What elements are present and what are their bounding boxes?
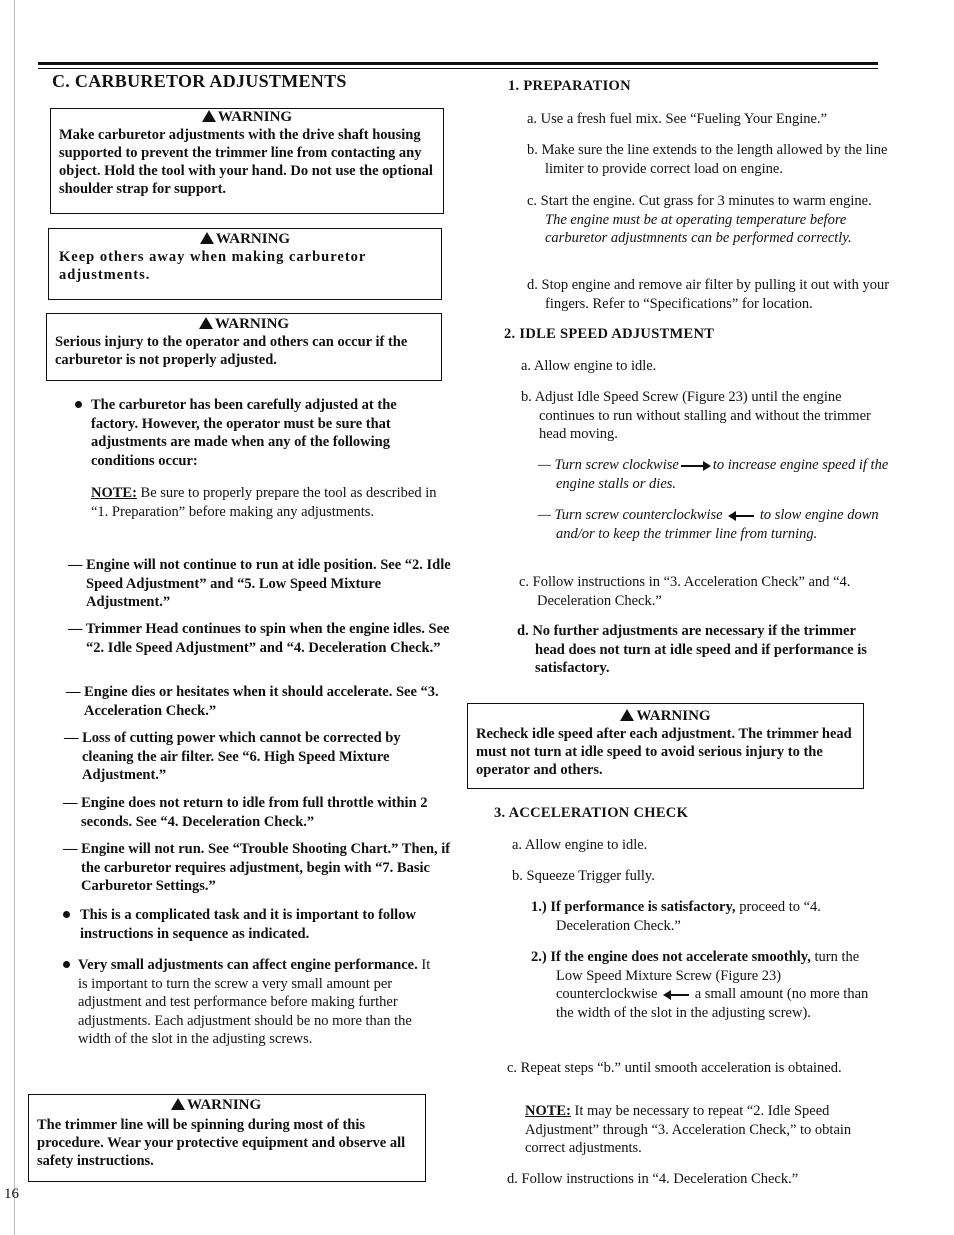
preparation-title: 1. PREPARATION xyxy=(508,78,631,94)
idle-speed-title: 2. IDLE SPEED ADJUSTMENT xyxy=(504,326,715,342)
warning-triangle-icon xyxy=(202,110,216,122)
condition-item: — Loss of cutting power which cannot be corrected by cleaning the air filter. See “6. High Speed Mixture Adjustment.” xyxy=(64,730,401,783)
condition-item: — Engine dies or hesitates when it should accelerate. See “3. Acceleration Check.” xyxy=(66,684,439,719)
counterclockwise-arrow-icon xyxy=(661,990,691,1000)
idle-counterclockwise: — Turn screw counterclockwise to slow engine down and/or to keep the trimmer line from turning. xyxy=(538,507,879,542)
warning-text: Keep others away when making carburetor adjustments. xyxy=(59,249,367,283)
top-rule xyxy=(38,62,878,65)
page-edge-line xyxy=(14,0,15,1235)
accel-subitem: 1.) If performance is satisfactory, proceed to “4. Deceleration Check.” xyxy=(531,899,821,934)
warning-box-5 xyxy=(467,703,864,789)
clockwise-arrow-icon xyxy=(679,461,713,471)
warning-box-3 xyxy=(46,313,442,381)
page-number: 16 xyxy=(4,1186,19,1202)
condition-item: — Trimmer Head continues to spin when the engine idles. See “2. Idle Speed Adjustment” and “4. Deceleration Check.” xyxy=(68,621,450,656)
idle-item: c. Follow instructions in “3. Acceleration Check” and “4. Deceleration Check.” xyxy=(519,574,851,609)
warning-box-2 xyxy=(48,228,442,300)
accel-item: b. Squeeze Trigger fully. xyxy=(512,868,655,884)
warning-heading: WARNING xyxy=(51,109,443,126)
top-rule-thin xyxy=(38,68,878,69)
accel-subitem: 2.) If the engine does not accelerate smoothly, turn the Low Speed Mixture Screw (Figure 23) counterclockwise a small amount (no more than the width of the slot in the adjusting screw). xyxy=(531,949,869,1021)
condition-item: — Engine does not return to idle from full throttle within 2 seconds. See “4. Deceleration Check.” xyxy=(63,795,428,830)
bullet-text-3: Very small adjustments can affect engine performance. It is important to turn the screw a very small amount per adjustment and test performance before making further adjustments. Each adjustment should be no more than the width of the slot in the adjusting screws. xyxy=(78,957,431,1047)
idle-item: a. Allow engine to idle. xyxy=(521,358,657,374)
warning-text: Make carburetor adjustments with the drive shaft housing supported to prevent the trimmer line from contacting any object. Hold the tool with your hand. Do not use the optional shoulder strap for support. xyxy=(59,127,433,197)
warning-triangle-icon xyxy=(620,709,634,721)
warning-box-4 xyxy=(28,1094,426,1182)
bullet-icon xyxy=(75,401,82,408)
warning-text: Serious injury to the operator and others can occur if the carburetor is not properly adjusted. xyxy=(55,334,408,368)
acceleration-title: 3. ACCELERATION CHECK xyxy=(494,805,689,821)
warning-text: Recheck idle speed after each adjustment. The trimmer head must not turn at idle speed to avoid serious injury to the operator and others. xyxy=(476,726,852,778)
warning-heading: WARNING xyxy=(49,231,441,248)
bullet-icon xyxy=(63,961,70,968)
prep-item: c. Start the engine. Cut grass for 3 minutes to warm engine. The engine must be at operating temperature before carburetor adjustmnents can be performed correctly. xyxy=(527,193,872,246)
bullet-text-1: The carburetor has been carefully adjusted at the factory. However, the operator must be sure that adjustments are made when any of the following conditions occur: xyxy=(91,397,397,469)
accel-item: c. Repeat steps “b.” until smooth acceleration is obtained. xyxy=(507,1060,842,1076)
bullet-icon xyxy=(63,911,70,918)
warning-heading: WARNING xyxy=(468,708,863,725)
warning-triangle-icon xyxy=(199,317,213,329)
idle-clockwise: — Turn screw clockwise to increase engine speed if the engine stalls or dies. xyxy=(538,457,889,492)
idle-item: b. Adjust Idle Speed Screw (Figure 23) until the engine continues to run without stalling and without the trimmer head moving. xyxy=(521,389,871,442)
warning-heading: WARNING xyxy=(29,1097,425,1114)
prep-item: a. Use a fresh fuel mix. See “Fueling Your Engine.” xyxy=(527,111,828,127)
condition-item: — Engine will not continue to run at idle position. See “2. Idle Speed Adjustment” and “5. Low Speed Mixture Adjustment.” xyxy=(68,557,451,610)
accel-item: a. Allow engine to idle. xyxy=(512,837,648,853)
idle-item: d. No further adjustments are necessary if the trimmer head does not turn at idle speed and if performance is satisfactory. xyxy=(517,623,867,676)
warning-box-1 xyxy=(50,108,444,214)
note: NOTE: Be sure to properly prepare the tool as described in “1. Preparation” before making any adjustments. xyxy=(91,485,437,520)
condition-item: — Engine will not run. See “Trouble Shooting Chart.” Then, if the carburetor requires adjustment, begin with “7. Basic Carburetor Settings.” xyxy=(63,841,451,894)
prep-item: d. Stop engine and remove air filter by pulling it out with your fingers. Refer to “Specifications” for location. xyxy=(527,277,890,312)
warning-triangle-icon xyxy=(171,1098,185,1110)
warning-text: The trimmer line will be spinning during most of this procedure. Wear your protective equipment and observe all safety instructions. xyxy=(37,1117,406,1169)
warning-heading: WARNING xyxy=(47,316,441,333)
warning-triangle-icon xyxy=(200,232,214,244)
bullet-text-2: This is a complicated task and it is important to follow instructions in sequence as indicated. xyxy=(80,907,416,942)
section-title: C. CARBURETOR ADJUSTMENTS xyxy=(52,71,347,91)
prep-item: b. Make sure the line extends to the length allowed by the line limiter to provide correct load on engine. xyxy=(527,142,888,177)
accel-note: NOTE: It may be necessary to repeat “2. Idle Speed Adjustment” through “3. Acceleration Check,” to obtain correct adjustments. xyxy=(525,1103,852,1156)
accel-item: d. Follow instructions in “4. Deceleration Check.” xyxy=(507,1171,799,1187)
counterclockwise-arrow-icon xyxy=(726,511,756,521)
